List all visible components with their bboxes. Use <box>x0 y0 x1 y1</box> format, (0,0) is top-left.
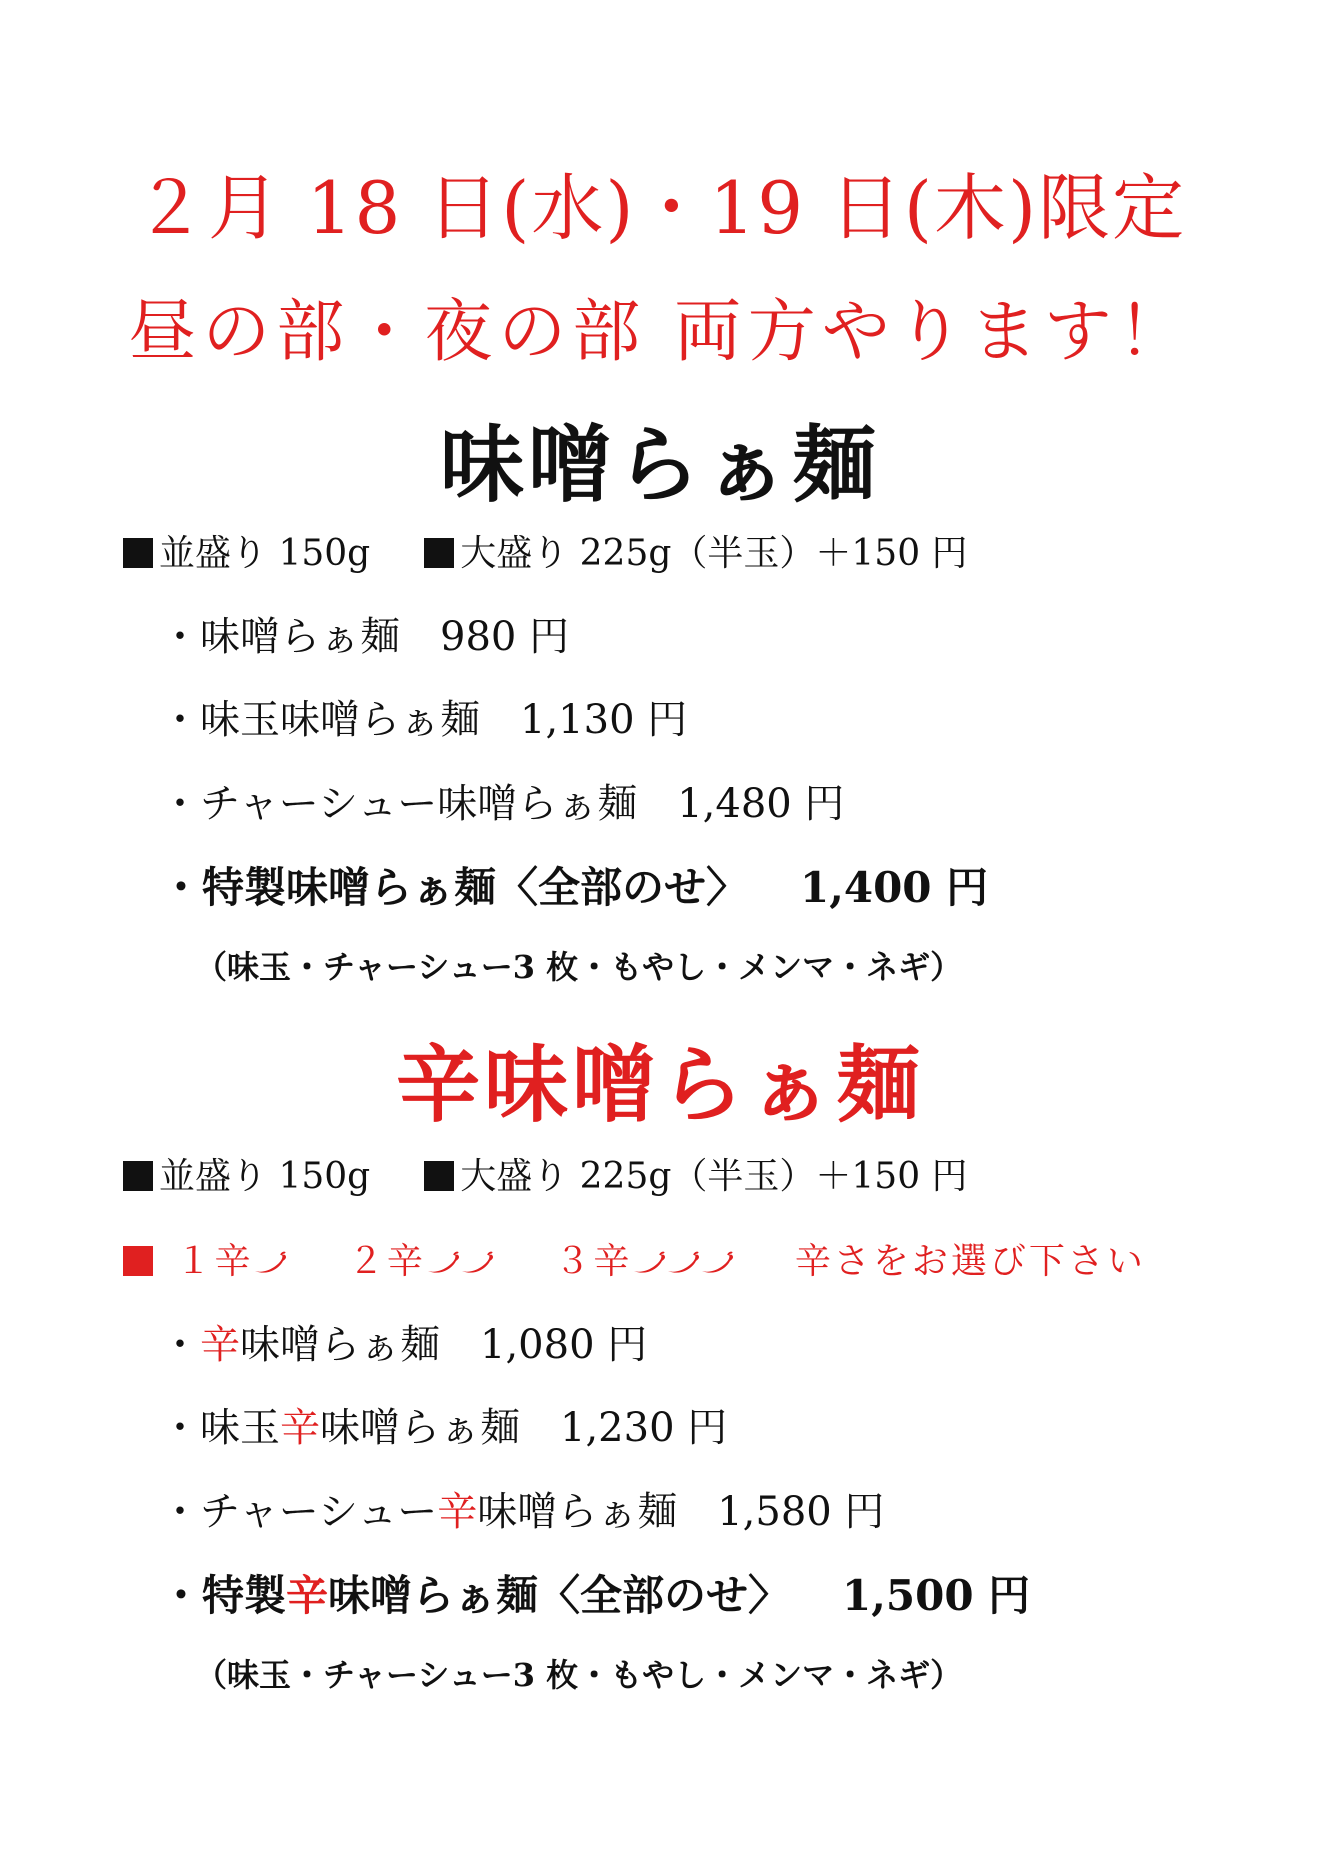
menu-item <box>160 1313 647 1370</box>
spicy-section-title: 辛味噌らぁ麺 <box>395 1035 924 1134</box>
miso-size-line <box>123 525 968 576</box>
item-price: 980 円 <box>440 614 570 660</box>
item-price: 1,500 円 <box>842 1571 1031 1620</box>
chili-pepper-icon <box>253 1251 287 1277</box>
chili-group <box>632 1241 734 1282</box>
square-bullet-icon <box>424 1161 454 1191</box>
chili-pepper-icon <box>632 1251 666 1277</box>
date-headline: ２月 18 日(水)・19 日(木)限定 <box>133 166 1187 250</box>
spice-instruction: 辛さをお選び下さい <box>794 1241 1146 1282</box>
item-name-suffix: 味噌らぁ麺 <box>320 1405 520 1451</box>
item-name-spicy: 辛 <box>286 1571 329 1620</box>
item-name: ・味玉味噌らぁ麺 <box>160 697 480 743</box>
spice-level-2 <box>348 1233 494 1284</box>
size-regular: 並盛り 150g <box>159 533 371 574</box>
square-bullet-icon <box>424 538 454 568</box>
item-name-prefix: ・特製 <box>160 1571 287 1620</box>
chili-pepper-icon <box>460 1251 494 1277</box>
hours-headline: 昼の部・夜の部 両方やります！ <box>128 293 1192 372</box>
item-name-prefix: ・チャーシュー <box>160 1489 438 1535</box>
spicy-size-line <box>123 1148 968 1199</box>
chili-pepper-icon <box>700 1251 734 1277</box>
item-name-suffix: 味噌らぁ麺 <box>477 1489 678 1535</box>
menu-item <box>160 1396 727 1453</box>
size-regular: 並盛り 150g <box>159 1156 371 1197</box>
chili-pepper-icon <box>426 1251 460 1277</box>
item-price: 1,080 円 <box>480 1322 648 1368</box>
item-name-spicy: 辛 <box>437 1489 478 1535</box>
chili-group <box>426 1241 494 1282</box>
spice-level-1 <box>175 1233 287 1284</box>
red-square-bullet-icon <box>123 1246 153 1276</box>
miso-section-title: 味噌らぁ麺 <box>439 415 880 514</box>
toppings-note: （味玉・チャーシュー3 枚・もやし・メンマ・ネギ） <box>195 1656 963 1694</box>
spice-level-label: ２辛 <box>347 1241 426 1282</box>
menu-item-special <box>160 1563 1030 1623</box>
size-large: 大盛り 225g（半玉）＋150 円 <box>460 1156 968 1197</box>
item-name-suffix: 味噌らぁ麺〈全部のせ〉 <box>328 1571 791 1620</box>
chili-group <box>253 1241 287 1282</box>
spice-level-label: １辛 <box>175 1241 254 1282</box>
item-name: ・チャーシュー味噌らぁ麺 <box>160 781 638 827</box>
menu-item <box>160 688 687 745</box>
item-name-suffix: 味噌らぁ麺 <box>240 1322 440 1368</box>
chili-pepper-icon <box>666 1251 700 1277</box>
spice-level-label: ３辛 <box>554 1241 633 1282</box>
menu-item-special <box>160 855 988 915</box>
menu-item <box>160 772 844 829</box>
toppings-note: （味玉・チャーシュー3 枚・もやし・メンマ・ネギ） <box>195 948 963 986</box>
spice-level-3 <box>554 1233 734 1284</box>
size-large: 大盛り 225g（半玉）＋150 円 <box>460 533 968 574</box>
item-name: ・特製味噌らぁ麺〈全部のせ〉 <box>160 863 749 912</box>
menu-item <box>160 1480 884 1537</box>
item-price: 1,130 円 <box>520 697 688 743</box>
item-price: 1,400 円 <box>800 863 989 912</box>
item-name-prefix: ・ <box>160 1322 200 1368</box>
menu-item <box>160 605 569 662</box>
square-bullet-icon <box>123 1161 153 1191</box>
item-price: 1,230 円 <box>560 1405 728 1451</box>
item-name: ・味噌らぁ麺 <box>160 614 400 660</box>
item-price: 1,480 円 <box>677 781 845 827</box>
item-name-spicy: 辛 <box>280 1405 320 1451</box>
item-name-spicy: 辛 <box>200 1322 240 1368</box>
square-bullet-icon <box>123 538 153 568</box>
spice-level-line <box>123 1233 1146 1284</box>
item-price: 1,580 円 <box>717 1489 885 1535</box>
item-name-prefix: ・味玉 <box>160 1405 280 1451</box>
